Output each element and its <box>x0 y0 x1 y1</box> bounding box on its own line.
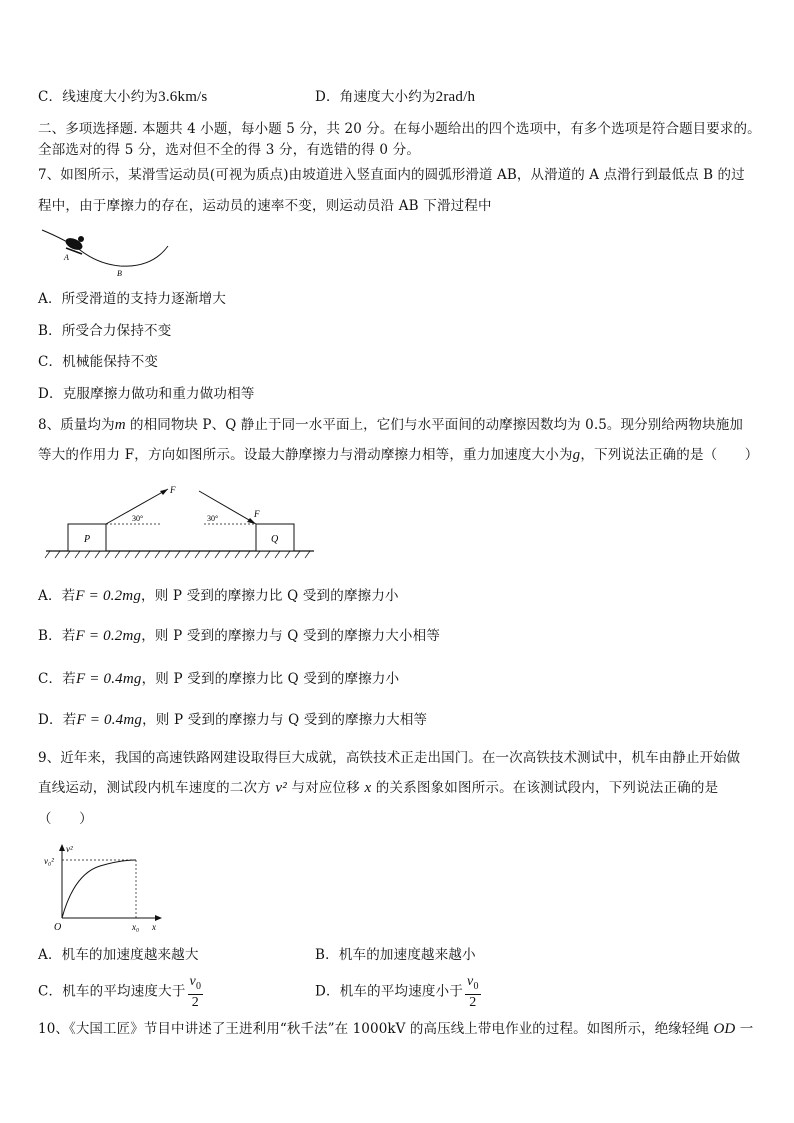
q9-option-d-frac-den: 2 <box>469 994 477 1010</box>
q7-label-b: B <box>117 269 122 278</box>
q8-stem-line2-part2: ，下列说法正确的是（ ） <box>580 447 759 463</box>
q7-label-a: A <box>64 253 69 262</box>
q9-option-b: B．机车的加速度越来越小 <box>315 947 476 963</box>
q7-option-d: D．克服摩擦力做功和重力做功相等 <box>38 386 255 402</box>
q9-x-axis-label: x <box>152 922 156 932</box>
q9-stem-line2-part3: 的关系图象如图所示。在该测试段内，下列说法正确的是 <box>371 780 719 796</box>
q9-option-c-fraction <box>188 974 204 1010</box>
q9-y-axis-label: v² <box>66 844 73 854</box>
q8-stem-line2-part1: 等大的作用力 F，方向如图所示。设最大静摩擦力与滑动摩擦力相等，重力加速度大小为 <box>38 447 573 463</box>
q7-option-c: C．机械能保持不变 <box>38 354 159 370</box>
q9-stem-line3: （ ） <box>38 811 93 827</box>
q10-stem-od-symbol: OD <box>713 1021 736 1037</box>
q7-option-a: A．所受滑道的支持力逐渐增大 <box>38 291 227 307</box>
q8-option-a-text: ，则 P 受到的摩擦力比 Q 受到的摩擦力小 <box>141 588 399 604</box>
q8-block-q-label: Q <box>271 534 279 545</box>
q9-stem-x-symbol: x <box>364 780 372 796</box>
q8-stem-mass-symbol: m <box>114 417 126 433</box>
q9-option-d-frac-num: v <box>467 974 474 989</box>
q8-angle-label-q: 30° <box>207 514 219 523</box>
q8-stem-line1-part2: 的相同物块 P、Q 静止于同一水平面上，它们与水平面间的动摩擦因数均为 0.5。现分别给两物块施加 <box>125 417 743 433</box>
q6-option-c <box>38 88 207 106</box>
q8-option-c <box>38 670 399 688</box>
q7-ski-slope-figure <box>38 224 178 280</box>
q6-option-c-text: C．线速度大小约为 <box>38 89 159 105</box>
q9-option-c-text: C．机车的平均速度大于 <box>38 983 186 1000</box>
q9-v2-x-graph <box>42 840 172 934</box>
q9-option-d-text: D．机车的平均速度小于 <box>315 983 464 1000</box>
q9-option-a: A．机车的加速度越来越大 <box>38 947 199 963</box>
q7-arc-track <box>42 230 168 266</box>
q9-stem-line2 <box>38 779 718 797</box>
q9-option-c-frac-den: 2 <box>191 994 199 1010</box>
q9-stem-line1: 9、近年来，我国的高速铁路网建设取得巨大成就，高铁技术正走出国门。在一次高铁技术测试中，机车由静止开始做 <box>38 750 741 766</box>
q10-stem-line1 <box>38 1020 753 1038</box>
q8-block-p-label: P <box>84 534 91 545</box>
q8-option-a-math: F = 0.2mg <box>75 588 142 604</box>
q8-force-label-p: F <box>170 485 176 495</box>
q8-option-b-math: F = 0.2mg <box>75 628 142 644</box>
q6-option-d-text: D．角速度大小约为 <box>315 89 436 105</box>
q9-curve <box>62 860 136 918</box>
q8-stem-line1-part1: 8、质量均为 <box>38 417 115 433</box>
q8-option-d <box>38 711 427 729</box>
q10-stem-line1-part2: 一 <box>735 1021 754 1037</box>
q8-option-c-prefix: C．若 <box>38 671 76 687</box>
q8-option-b-text: ，则 P 受到的摩擦力与 Q 受到的摩擦力大小相等 <box>141 628 441 644</box>
q9-stem-line2-part2: 与对应位移 <box>286 780 365 796</box>
q10-stem-line1-part1: 10、《大国工匠》节目中讲述了王进利用“秋千法”在 1000kV 的高压线上带电作业的过程。如图所示，绝缘轻绳 <box>38 1021 714 1037</box>
q9-option-c-frac-num: v <box>189 974 196 989</box>
section2-heading-line1: 二、多项选择题. 本题共 4 小题，每小题 5 分，共 20 分。在每小题给出的四个选项中，有多个选项是符合题目要求的。 <box>38 121 761 137</box>
q8-force-arrowhead-p <box>160 489 168 495</box>
q8-option-d-text: ，则 P 受到的摩擦力与 Q 受到的摩擦力大相等 <box>142 712 428 728</box>
q8-option-c-text: ，则 P 受到的摩擦力比 Q 受到的摩擦力小 <box>141 671 400 687</box>
q9-origin-label: O <box>54 922 62 933</box>
q8-stem-line2 <box>38 446 758 464</box>
q9-stem-v-squared: v² <box>275 780 287 796</box>
q6-option-d <box>315 88 475 106</box>
q9-x-axis-arrowhead <box>155 915 162 921</box>
q8-option-d-math: F = 0.4mg <box>76 712 143 728</box>
q8-option-d-prefix: D．若 <box>38 712 77 728</box>
q9-option-d <box>315 974 483 1010</box>
q7-stem-line2: 程中，由于摩擦力的存在，运动员的速率不变，则运动员沿 AB 下滑过程中 <box>38 198 492 214</box>
q8-force-label-q: F <box>254 509 260 519</box>
q9-option-d-frac-sub: 0 <box>473 980 479 992</box>
q6-option-c-value: 3.6km/s <box>158 89 208 105</box>
q8-stem-g-symbol: g <box>572 447 581 463</box>
q9-option-c <box>38 974 205 1010</box>
q8-ground-hatching <box>45 551 310 558</box>
q9-option-d-fraction <box>465 974 481 1010</box>
q7-stem-line1: 7、如图所示，某滑雪运动员(可视为质点)由坡道进入竖直面内的圆弧形滑道 AB，从滑道的 A 点滑行到最低点 B 的过 <box>38 167 745 183</box>
q8-angle-label-p: 30° <box>132 514 144 523</box>
q8-option-b-prefix: B．若 <box>38 628 76 644</box>
q9-x-tick-label: x₀ <box>132 922 140 932</box>
q7-option-b: B．所受合力保持不变 <box>38 323 172 339</box>
q6-option-d-value: 2rad/h <box>435 89 476 105</box>
q9-option-c-frac-sub: 0 <box>195 980 202 992</box>
q8-stem-line1 <box>38 416 743 434</box>
q8-option-c-math: F = 0.4mg <box>75 671 142 687</box>
q8-option-b <box>38 627 440 645</box>
section2-heading-line2: 全部选对的得 5 分，选对但不全的得 3 分，有选错的得 0 分。 <box>38 142 421 158</box>
q9-y-tick-label: v₀² <box>44 856 54 866</box>
q9-y-axis-arrowhead <box>59 844 65 851</box>
q9-stem-line2-part1: 直线运动，测试段内机车速度的二次方 <box>38 780 276 796</box>
q8-option-a <box>38 587 399 605</box>
q8-blocks-figure <box>44 483 318 565</box>
q8-option-a-prefix: A．若 <box>38 588 76 604</box>
